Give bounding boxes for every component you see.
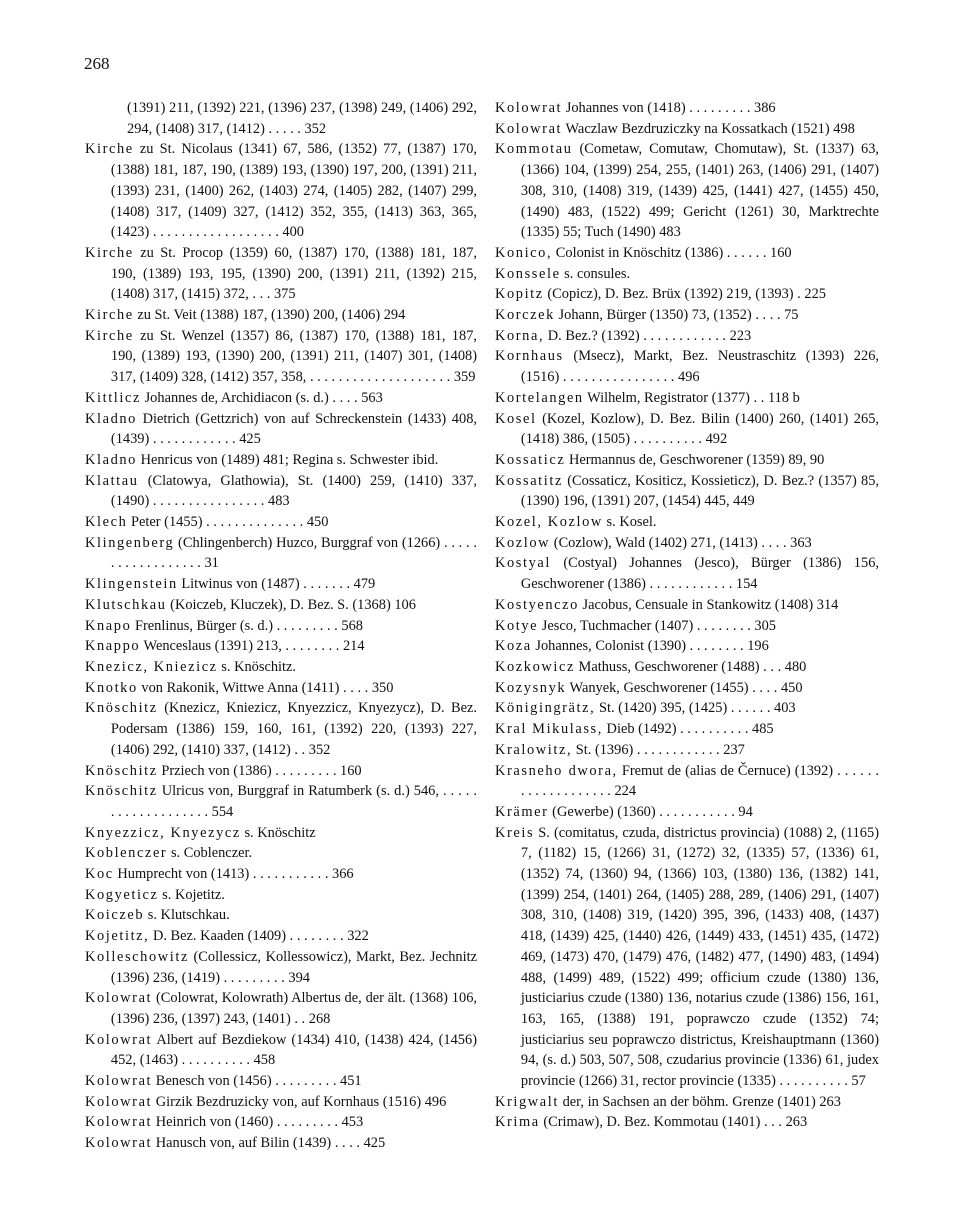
index-entry [85,636,477,657]
index-entry [85,616,477,637]
entry-text: Ulricus von, Burggraf in Ratumberk (s. d.) 546, . . . . . . . . . . . . . . . . . . . 554 [110,783,477,820]
index-entry [85,781,477,822]
entry-headword: Kolowrat [495,100,563,116]
index-entry [85,388,477,409]
index-entry [495,553,879,594]
entry-headword: Kladno [85,451,137,468]
index-entry [495,1112,879,1133]
entry-text: (Cozlow), Wald (1402) 271, (1413) . . . . 363 [553,534,812,551]
index-entry [495,678,879,699]
entry-headword: Kolowrat [85,990,153,1007]
entry-headword: Kopitz [495,286,544,303]
entry-headword: Knapo [85,617,132,634]
entry-headword: Königingrätz, [495,700,596,717]
index-entry [495,1092,879,1113]
entry-text: Fremut de (alias de Černuce) (1392) . . . . . . . . . . . . . . . . . . . 224 [520,762,879,800]
entry-text: s. Coblenczer. [170,845,253,862]
entry-text: Mathuss, Geschworener (1488) . . . 480 [578,658,807,675]
entry-text: Peter (1455) . . . . . . . . . . . . . . 450 [130,514,329,531]
entry-headword: Kotye [495,617,539,634]
entry-headword: Kolleschowitz [85,948,189,965]
index-entry [495,698,879,719]
entry-text: (Costyal) Johannes (Jesco), Bürger (1386) 156, Geschworener (1386) . . . . . . . . . . . . 154 [520,555,879,593]
entry-text: (1391) 211, (1392) 221, (1396) 237, (1398) 249, (1406) 292, 294, (1408) 317, (1412) . . . . . 352 [127,100,477,137]
entry-headword: Knotko [85,679,138,696]
entry-text: S. (comitatus, czuda, districtus provincia) (1088) 2, (1165) 7, (1182) 15, (1266) 31, (1272) 32, (1335) 57, (1336) 61, (1352) 74, (1360) 94, (1366) 103, (1380) 136, (1382) 141, (1399) 254, (1401) 264, (1405) 288, 289, (1406) 291, (1407) 308, 310, (1408) 319, (1420) 395, 396, (1433) 408, (1437) 418, (1439) 425, (1440) 426, (1449) 433, (1451) 435, (1472) 469, (1473) 470, (1479) 476, (1482) 477, (1490) 483, (1494) 488, (1499) 489, (1522) 499; officium czude (1380) 136, justiciarius czude (1380) 136, notarius czude (1386) 156, 161, 163, 165, (1388) 191, poprawczo czude (1352) 74; justiciarius seu poprawczo districtus, Kreishauptmann (1360) 94, (s. d.) 503, 507, 508, czudarius provincie (1336) 61, judex provincie (1266) 31, rector provincie (1335) . . . . . . . . . . 57 [520,824,879,1090]
index-entry [85,98,477,139]
index-entry [495,512,879,533]
index-entry [85,1071,477,1092]
index-entry [495,388,879,409]
index-entry [85,1030,477,1071]
entry-headword: Konico, [495,244,553,261]
index-entry [85,864,477,885]
entry-text: Hanusch von, auf Bilin (1439) . . . . 425 [155,1135,386,1152]
index-entry [495,616,879,637]
index-entry [85,1133,477,1154]
entry-text: s. Knöschitz [244,824,316,841]
entry-headword: Klingenberg [85,534,175,551]
entry-headword: Krämer [495,803,549,820]
entry-headword: Klattau [85,472,139,489]
entry-text: s. Kojetitz. [162,886,225,903]
index-entry [85,678,477,699]
entry-text: Benesch von (1456) . . . . . . . . . 451 [155,1073,362,1090]
entry-headword: Konssele [495,265,561,282]
entry-text: s. consules. [564,265,631,282]
entry-headword: Klutschkau [85,596,167,613]
entry-text: (Colowrat, Kolowrath) Albertus de, der ält. (1368) 106, (1396) 236, (1397) 243, (1401) . . 268 [110,990,477,1027]
entry-headword: Klingenstein [85,576,178,593]
index-entry [495,409,879,450]
index-entry [85,843,477,864]
entry-headword: Kommotau [495,141,573,158]
index-entry [85,926,477,947]
entry-headword: Kosel [495,410,537,427]
entry-headword: Kozel, Kozlow [495,514,603,531]
entry-text: (Crimaw), D. Bez. Kommotau (1401) . . . 263 [543,1114,808,1131]
entry-text: Dieb (1492) . . . . . . . . . . 485 [606,721,774,738]
index-entry [85,761,477,782]
entry-headword: Kossaticz [495,451,566,468]
entry-headword: Knappo [85,638,141,655]
index-entry [85,409,477,450]
entry-headword: Kogyeticz [85,886,159,903]
index-entry [495,243,879,264]
index-entry [495,533,879,554]
entry-text: Henricus von (1489) 481; Regina s. Schwester ibid. [140,451,439,468]
entry-headword: Kolowrat [495,120,563,137]
entry-text: (Koiczeb, Kluczek), D. Bez. S. (1368) 106 [170,596,416,613]
entry-headword: Klech [85,514,128,531]
index-entry [495,636,879,657]
entry-text: (Chlingenberch) Huzco, Burggraf von (1266) . . . . . . . . . . . . . . . . . . 31 [110,534,477,572]
entry-text: Johannes von (1418) . . . . . . . . . 386 [565,100,776,116]
entry-headword: Koiczeb [85,907,145,924]
index-entry [85,885,477,906]
entry-text: Wanyek, Geschworener (1455) . . . . 450 [569,679,803,696]
index-entry [85,326,477,388]
entry-headword: Koc [85,866,114,883]
index-entry [85,450,477,471]
entry-text: Wenceslaus (1391) 213, . . . . . . . . 214 [143,638,365,655]
entry-headword: Kornhaus [495,348,564,365]
index-entry [85,823,477,844]
index-entry [85,471,477,512]
entry-text: Wilhelm, Registrator (1377) . . 118 b [587,389,800,406]
entry-text: Dietrich (Gettzrich) von auf Schreckenstein (1433) 408, (1439) . . . . . . . . . . . . 425 [110,410,477,448]
entry-text: Albert auf Bezdiekow (1434) 410, (1438) 424, (1456) 452, (1463) . . . . . . . . . . 458 [110,1031,477,1069]
entry-headword: Knezicz, Kniezicz [85,658,218,675]
index-entry [85,305,477,326]
index-entry [85,698,477,760]
entry-headword: Kittlicz [85,389,141,406]
entry-text: St. (1396) . . . . . . . . . . . . 237 [575,741,745,758]
entry-headword: Krima [495,1114,540,1131]
entry-headword: Kladno [85,410,137,427]
right-column [495,98,879,1133]
index-entry [495,657,879,678]
entry-headword: Koza [495,638,532,655]
entry-text: s. Knöschitz. [221,658,297,675]
entry-text: D. Bez. Kaaden (1409) . . . . . . . . 322 [152,928,369,945]
entry-text: zu St. Veit (1388) 187, (1390) 200, (1406) 294 [137,307,406,324]
index-entry [495,595,879,616]
entry-headword: Kossatitz [495,472,563,489]
page-number: 268 [84,54,110,73]
entry-headword: Koblenczer [85,845,168,862]
entry-headword: Kolowrat [85,1135,153,1152]
index-entry [85,243,477,305]
entry-text: Colonist in Knöschitz (1386) . . . . . . 160 [555,244,792,261]
entry-text: zu St. Wenzel (1357) 86, (1387) 170, (1388) 181, 187, 190, (1389) 193, (1390) 200, (1391) 211, (1407) 301, (1408) 317, (1409) 328, (1412) 357, 358, . . . . . . . . . . . . . . . . . . . . 359 [110,327,477,386]
entry-headword: Knyezzicz, Knyezycz [85,824,241,841]
index-entry [85,657,477,678]
index-entry [495,450,879,471]
entry-text: Litwinus von (1487) . . . . . . . 479 [181,576,376,593]
entry-headword: Kojetitz, [85,928,150,945]
index-entry [495,284,879,305]
entry-text: Girzik Bezdruzicky von, auf Kornhaus (1516) 496 [155,1093,447,1110]
entry-text: Johannes, Colonist (1390) . . . . . . . . 196 [535,638,769,655]
entry-text: Jacobus, Censuale in Stankowitz (1408) 314 [582,596,839,613]
entry-headword: Knöschitz [85,762,158,779]
entry-text: (Gewerbe) (1360) . . . . . . . . . . . 94 [552,803,753,820]
index-entry [85,533,477,574]
entry-headword: Kolowrat [85,1073,153,1090]
entry-text: der, in Sachsen an der böhm. Grenze (1401) 263 [562,1093,841,1110]
entry-text: Johannes de, Archidiacon (s. d.) . . . . 563 [144,389,383,406]
entry-text: (Cossaticz, Kositicz, Kossieticz), D. Bez.? (1357) 85, (1390) 196, (1391) 207, (1454) 445, 449 [520,472,879,510]
entry-headword: Kolowrat [85,1031,153,1048]
entry-headword: Krigwalt [495,1093,559,1110]
entry-text: Frenlinus, Bürger (s. d.) . . . . . . . . . 568 [134,617,363,634]
index-entry [495,761,879,802]
entry-headword: Krasneho dwora, [495,762,618,779]
entry-text: von Rakonik, Wittwe Anna (1411) . . . . 350 [141,679,394,696]
entry-headword: Kozlow [495,534,551,551]
entry-text: (Msecz), Markt, Bez. Neustraschitz (1393) 226, (1516) . . . . . . . . . . . . . . . . 496 [520,348,879,386]
entry-text: Prziech von (1386) . . . . . . . . . 160 [161,762,362,779]
entry-text: D. Bez.? (1392) . . . . . . . . . . . . 223 [547,327,752,344]
index-entry [85,574,477,595]
entry-headword: Kozysnyk [495,679,567,696]
entry-headword: Kreis [495,824,535,841]
entry-text: (Copicz), D. Bez. Brüx (1392) 219, (1393) . 225 [547,286,826,303]
index-entry [495,823,879,1092]
entry-headword: Kolowrat [85,1114,153,1131]
entry-text: Jesco, Tuchmacher (1407) . . . . . . . . 305 [541,617,777,634]
entry-text: Johann, Bürger (1350) 73, (1352) . . . . 75 [558,307,799,324]
index-entry [85,988,477,1029]
entry-headword: Knöschitz [85,700,158,717]
index-entry [495,346,879,387]
entry-text: St. (1420) 395, (1425) . . . . . . 403 [598,700,796,717]
entry-text: Hermannus de, Geschworener (1359) 89, 90 [568,451,825,468]
left-column [85,98,477,1154]
entry-headword: Kostyal [495,555,551,572]
index-entry [495,139,879,243]
entry-headword: Korczek [495,307,555,324]
entry-headword: Kolowrat [85,1093,153,1110]
entry-headword: Knöschitz [85,783,158,800]
index-entry [85,1092,477,1113]
index-entry [495,98,879,119]
entry-headword: Kortelangen [495,389,584,406]
entry-text: s. Kosel. [606,514,657,531]
entry-text: zu St. Procop (1359) 60, (1387) 170, (1388) 181, 187, 190, (1389) 193, 195, (1390) 200, (1391) 211, (1392) 215, (1408) 317, (1415) 372, . . . 375 [110,244,477,303]
entry-headword: Kozkowicz [495,658,575,675]
entry-headword: Kralowitz, [495,741,573,758]
index-entry [495,719,879,740]
index-entry [85,905,477,926]
index-entry [495,802,879,823]
entry-headword: Korna, [495,327,545,344]
entry-text: (Kozel, Kozlow), D. Bez. Bilin (1400) 260, (1401) 265, (1418) 386, (1505) . . . . . . . . . . 492 [520,410,879,448]
index-entry [85,512,477,533]
entry-text: Waczlaw Bezdruziczky na Kossatkach (1521) 498 [565,120,855,137]
index-entry [495,326,879,347]
index-entry [495,471,879,512]
entry-headword: Kirche [85,307,134,324]
entry-text: s. Klutschkau. [147,907,230,924]
entry-headword: Kral Mikulass, [495,721,603,738]
entry-text: (Clatowya, Glathowia), St. (1400) 259, (1410) 337, (1490) . . . . . . . . . . . . . . . . 483 [110,472,477,510]
index-entry [85,947,477,988]
entry-headword: Kirche [85,244,134,261]
index-entry [85,139,477,243]
entry-text: (Collessicz, Kollessowicz), Markt, Bez. Jechnitz (1396) 236, (1419) . . . . . . . . . 394 [110,948,477,986]
entry-text: Humprecht von (1413) . . . . . . . . . . . 366 [117,866,354,883]
entry-headword: Kostyenczo [495,596,579,613]
index-entry [495,305,879,326]
entry-text: Heinrich von (1460) . . . . . . . . . 453 [155,1114,364,1131]
entry-headword: Kirche [85,327,134,344]
entry-text: zu St. Nicolaus (1341) 67, 586, (1352) 77, (1387) 170, (1388) 181, 187, 190, (1389) 193, (1390) 197, 200, (1391) 211, (1393) 231, (1400) 262, (1403) 274, (1405) 282, (1407) 299, (1408) 317, (1409) 327, (1412) 352, 355, (1413) 363, 365, (1423) . . . . . . . . . . . . . . . . . . 400 [110,141,477,241]
entry-text: (Knezicz, Kniezicz, Knyezzicz, Knyezycz), D. Bez. Podersam (1386) 159, 160, 161, (1392) 220, (1393) 227, (1406) 292, (1410) 337, (1412) . . 352 [110,700,477,758]
entry-text: (Cometaw, Comutaw, Chomutaw), St. (1337) 63, (1366) 104, (1399) 254, 255, (1401) 263, (1406) 291, (1407) 308, 310, (1408) 319, (1439) 425, (1441) 427, (1455) 450, (1490) 483, (1522) 499; Gericht (1261) 30, Marktrechte (1335) 55; Tuch (1490) 483 [520,141,879,241]
index-entry [495,119,879,140]
index-entry [495,740,879,761]
entry-headword: Kirche [85,141,134,158]
index-entry [85,595,477,616]
index-entry [495,264,879,285]
index-entry [85,1112,477,1133]
